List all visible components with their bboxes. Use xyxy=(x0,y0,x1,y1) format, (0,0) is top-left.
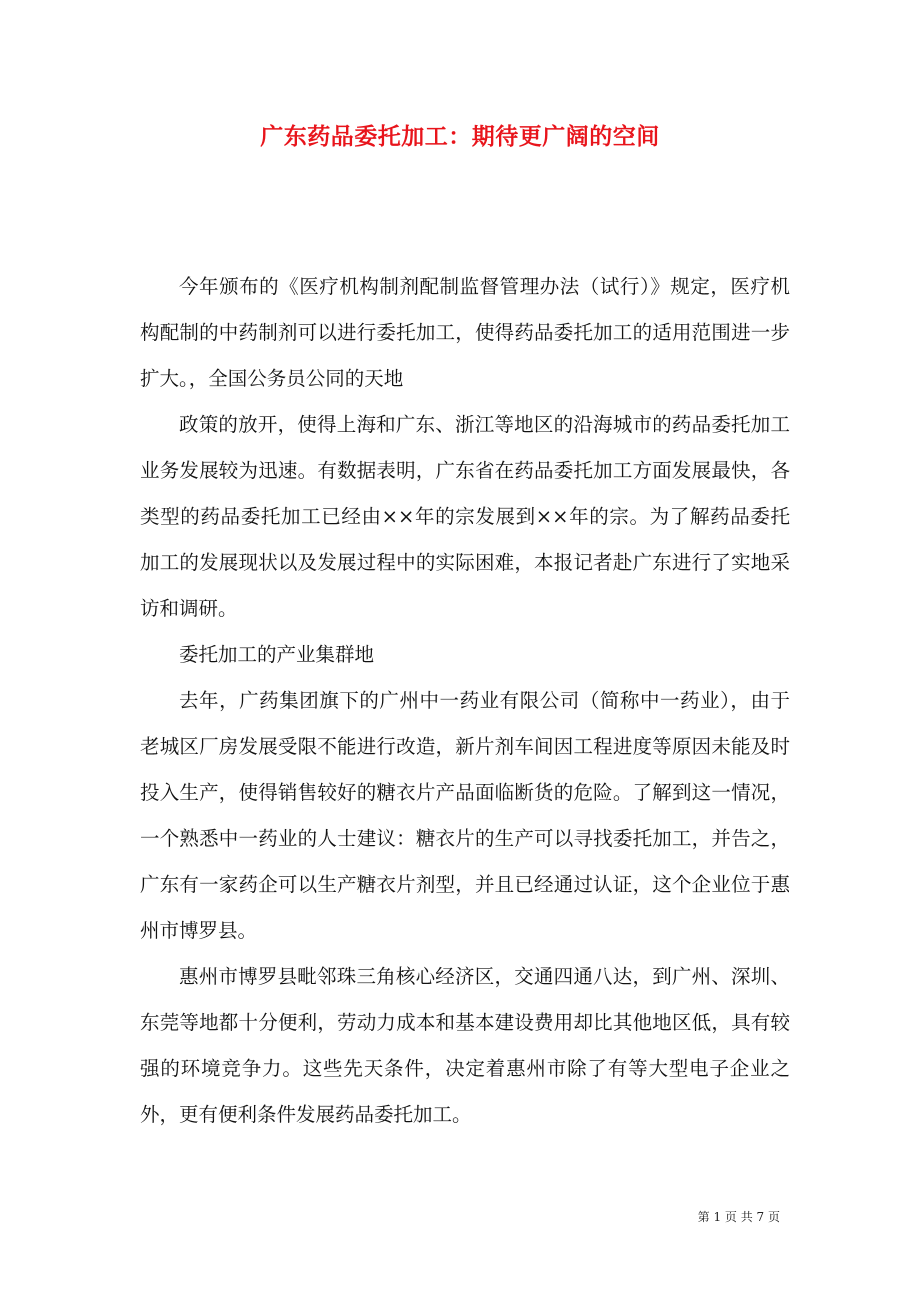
page-number: 第 1 页 共 7 页 xyxy=(697,1210,780,1224)
paragraph: 今年颁布的《医疗机构制剂配制监督管理办法（试行）》规定，医疗机构配制的中药制剂可以进行委托加工，使得药品委托加工的适用范围进一步扩大。，全国公务员公同的天地 xyxy=(140,275,790,390)
paragraph: 去年，广药集团旗下的广州中一药业有限公司（简称中一药业），由于老城区厂房发展受限不能进行改造，新片剂车间因工程进度等原因未能及时投入生产，使得销售较好的糖衣片产品面临断货的危险。了解到这一情况，一个熟悉中一药业的人士建议：糖衣片的生产可以寻找委托加工，并告之，广东有一家药企可以生产糖衣片剂型，并且已经通过认证，这个企业位于惠州市博罗县。 xyxy=(140,689,790,942)
paragraph: 惠州市博罗县毗邻珠三角核心经济区，交通四通八达，到广州、深圳、东莞等地都十分便利，劳动力成本和基本建设费用却比其他地区低，具有较强的环境竞争力。这些先天条件，决定着惠州市除了有等大型电子企业之外，更有便利条件发展药品委托加工。 xyxy=(140,965,790,1126)
section-heading: 委托加工的产业集群地 xyxy=(179,643,375,666)
document-body xyxy=(140,264,790,1138)
paragraph: 政策的放开，使得上海和广东、浙江等地区的沿海城市的药品委托加工业务发展较为迅速。有数据表明，广东省在药品委托加工方面发展最快，各类型的药品委托加工已经由××年的宗发展到××年的宗。为了解药品委托加工的发展现状以及发展过程中的实际困难，本报记者赴广东进行了实地采访和调研。 xyxy=(140,413,790,620)
document-title: 广东药品委托加工：期待更广阔的空间 xyxy=(260,123,660,150)
